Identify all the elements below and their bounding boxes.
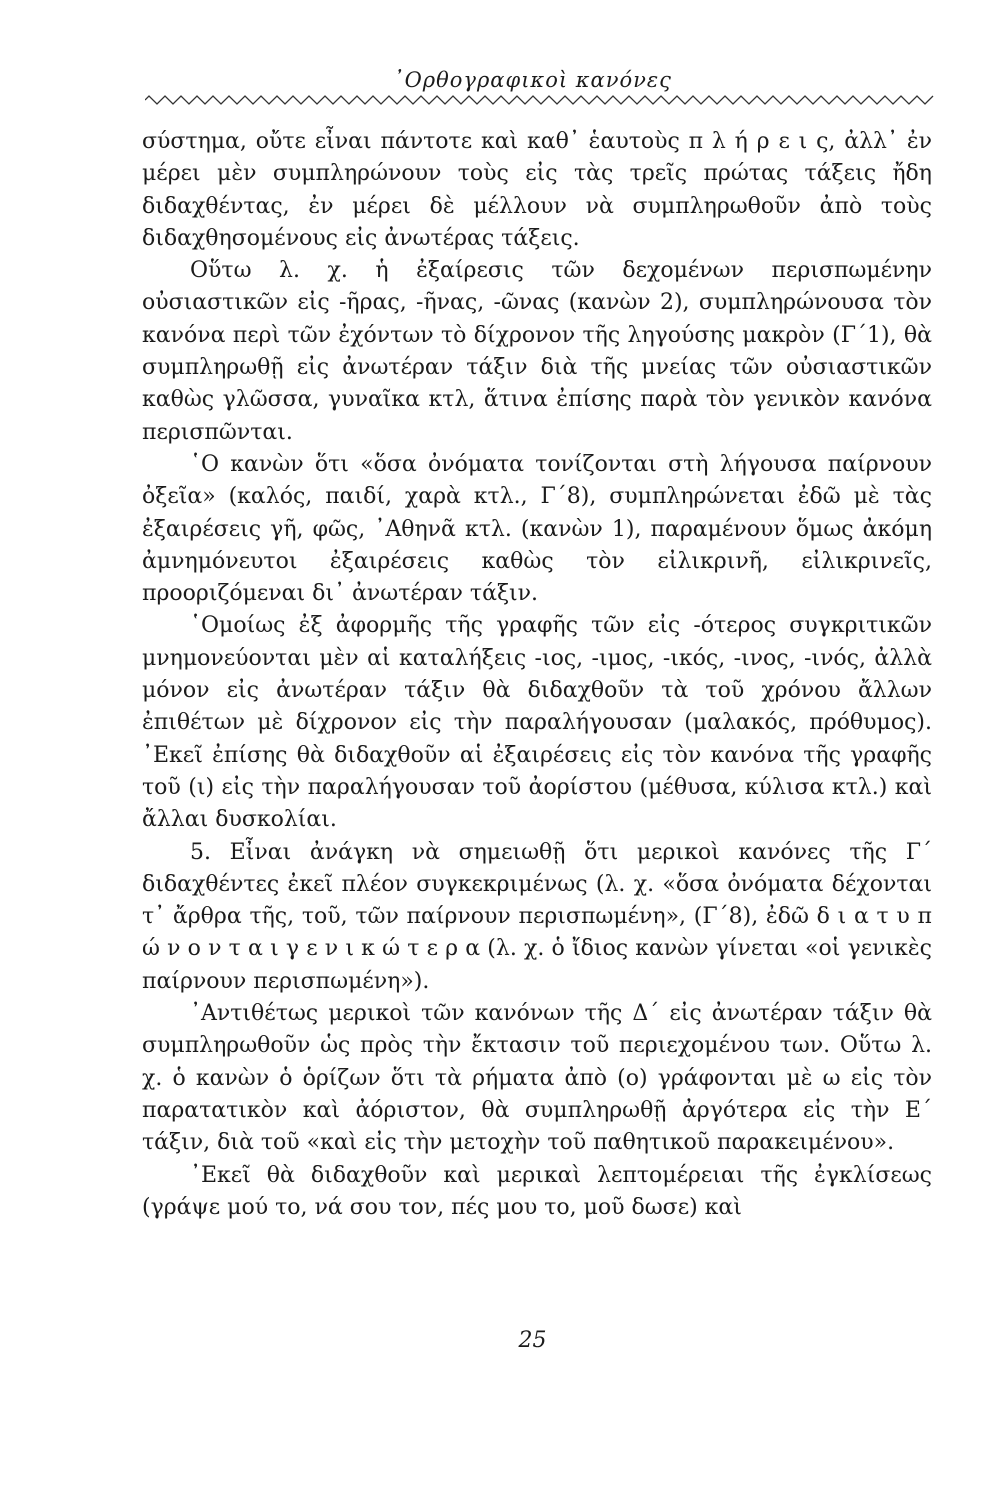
paragraph-4: ῾Ομοίως ἐξ ἀφορμῆς τῆς γραφῆς τῶν εἰς -ότερος συγκριτικῶν μνημονεύονται μὲν αἱ καταλήξεις -ιος, -ιμος, -ικός, -ινος, -ινός, ἀλλὰ μόνον εἰς ἀνωτέραν τάξιν θὰ διδαχθοῦν τὰ τοῦ χρόνου ἄλλων ἐπιθέτων μὲ δίχρονον εἰς τὴν παραλήγουσαν (μαλακός, πρόθυμος). ᾿Εκεῖ ἐπίσης θὰ διδαχθοῦν αἱ ἐξαιρέσεις εἰς τὸν κανόνα τῆς γραφῆς τοῦ (ι) εἰς τὴν παραλήγουσαν τοῦ ἀορίστου (μέθυσα, κύλισα κτλ.) καὶ ἄλλαι δυσκολίαι. [142,613,932,833]
body-text [142,126,932,1224]
paragraph-6: ᾿Αντιθέτως μερικοὶ τῶν κανόνων τῆς Δ΄ εἰς ἀνωτέραν τάξιν θὰ συμπληρωθοῦν ὡς πρὸς τὴν ἔκτασιν τοῦ περιεχομένου των. Οὕτω λ. χ. ὁ κανὼν ὁ ὁρίζων ὅτι τὰ ρήματα ἀπὸ (ο) γράφονται μὲ ω εἰς τὸν παρατατικὸν καὶ ἀόριστον, θὰ συμπληρωθῇ ἀργότερα εἰς τὴν Ε΄ τάξιν, διὰ τοῦ «καὶ εἰς τὴν μετοχὴν τοῦ παθητικοῦ παρακειμένου». [142,1001,932,1156]
page-number: 25 [518,1328,547,1353]
paragraph-7: ᾿Εκεῖ θὰ διδαχθοῦν καὶ μερικαὶ λεπτομέρειαι τῆς ἐγκλίσεως (γράψε μού το, νά σου τον, πές μου το, μοῦ δωσε) καὶ [142,1162,932,1220]
wavy-rule-divider [145,94,935,106]
paragraph-3: ῾Ο κανὼν ὅτι «ὅσα ὀνόματα τονίζονται στὴ λήγουσα παίρνουν ὀξεῖα» (καλός, παιδί, χαρὰ κτλ., Γ΄8), συμπληρώνεται ἐδῶ μὲ τὰς ἐξαιρέσεις γῆ, φῶς, ᾿Αθηνᾶ κτλ. (κανὼν 1), παραμένουν ὅμως ἀκόμη ἀμνημόνευτοι ἐξαιρέσεις καθὼς τὸν εἰλικρινῆ, εἰλικρινεῖς, προοριζόμεναι δι᾿ ἀνωτέραν τάξιν. [142,451,932,607]
paragraph-2: Οὕτω λ. χ. ἡ ἐξαίρεσις τῶν δεχομένων περισπωμένην οὐσιαστικῶν εἰς -ῆρας, -ῆνας, -ῶνας (κανὼν 2), συμπληρώνουσα τὸν κανόνα περὶ τῶν ἐχόντων τὸ δίχρονον τῆς ληγούσης μακρὸν (Γ΄1), θὰ συμπληρωθῇ εἰς ἀνωτέραν τάξιν διὰ τῆς μνείας τῶν οὐσιαστικῶν καθὼς γλῶσσα, γυναῖκα κτλ, ἅτινα ἐπίσης παρὰ τὸν γενικὸν κανόνα περισπῶνται. [142,258,932,445]
paragraph-5: 5. Εἶναι ἀνάγκη νὰ σημειωθῇ ὅτι μερικοὶ κανόνες τῆς Γ΄ διδαχθέντες ἐκεῖ πλέον συγκεκριμένως (λ. χ. «ὅσα ὀνόματα δέχονται τ᾿ ἄρθρα τῆς, τοῦ, τῶν παίρνουν περισπωμένη», (Γ΄8), ἐδῶ δ ι α τ υ π ώ ν ο ν τ α ι γ ε ν ι κ ώ τ ε ρ α (λ. χ. ὁ ἴδιος κανὼν γίνεται «οἱ γενικὲς παίρνουν περισπωμένη»). [142,839,932,994]
paragraph-1: σύστημα, οὔτε εἶναι πάντοτε καὶ καθ᾿ ἑαυτοὺς π λ ή ρ ε ι ς, ἀλλ᾿ ἐν μέρει μὲν συμπληρώνουν τοὺς εἰς τὰς τρεῖς πρώτας τάξεις ἤδη διδαχθέντας, ἐν μέρει δὲ μέλλουν νὰ συμπληρωθοῦν ἀπὸ τοὺς διδαχθησομένους εἰς ἀνωτέρας τάξεις. [142,129,932,251]
running-head: ᾿Ορθογραφικοὶ κανόνες [393,68,672,92]
